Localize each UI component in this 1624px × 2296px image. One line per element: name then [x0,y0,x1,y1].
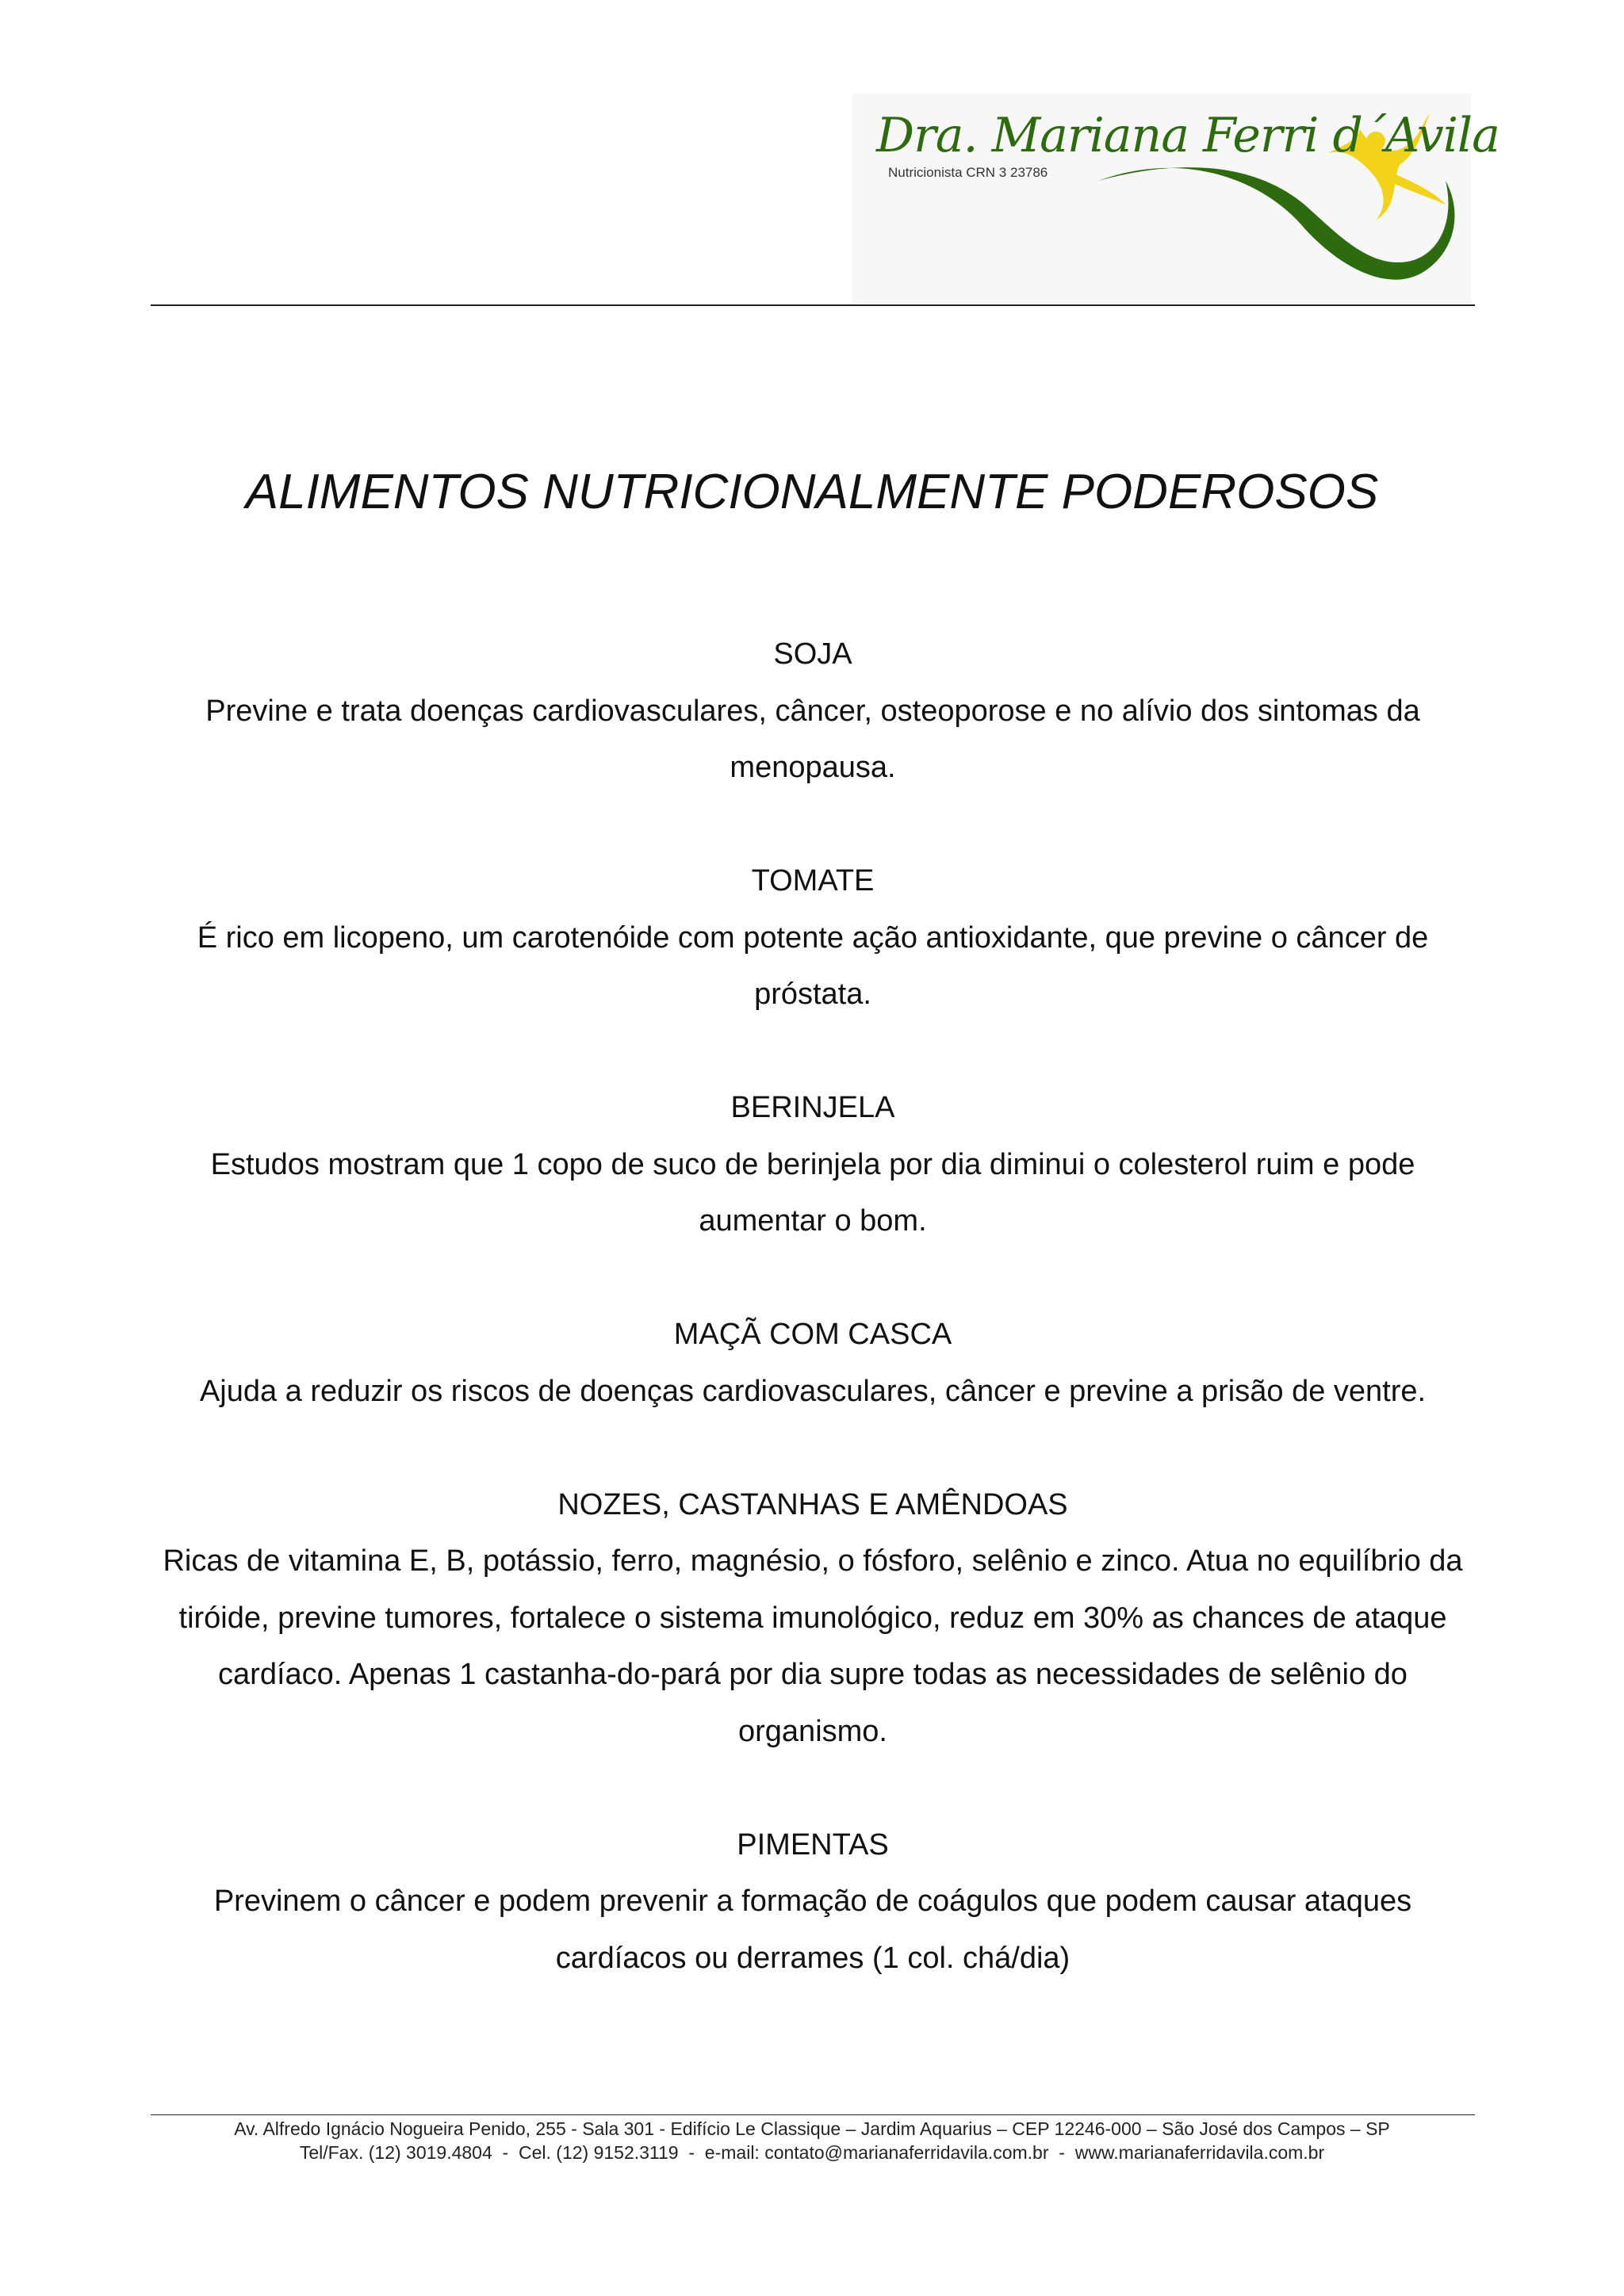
footer-phone-email: Tel/Fax. (12) 3019.4804 - Cel. (12) 9152.3119 - e-mail: contato@marianaferridavila.com.br - www.marianaferridavila.com.br [299,2142,1325,2163]
section-title: BERINJELA [730,1091,895,1124]
section-text: Ajuda a reduzir os riscos de doenças cardiovasculares, câncer e previne a prisão de ventre. [199,1374,1427,1408]
nutritionist-logo [852,94,1500,304]
header-divider [151,304,1475,306]
section-title: MAÇÃ COM CASCA [673,1318,952,1351]
section-title: TOMATE [751,864,875,897]
logo-subtitle: Nutricionista CRN 3 23786 [888,165,1048,180]
section-title: NOZES, CASTANHAS E AMÊNDOAS [557,1487,1068,1521]
section-text: É rico em licopeno, um carotenóide com potente ação antioxidante, que previne o câncer de próstata. [197,920,1429,1011]
logo-name: Dra. Mariana Ferri d´Avila [876,108,1500,163]
section-soja [151,626,1475,797]
section-pimentas [151,1817,1475,1988]
footer-address: Av. Alfredo Ignácio Nogueira Penido, 255 - Sala 301 - Edifício Le Classique – Jardim Aquarius – CEP 12246-000 – São José dos Campos – SP [234,2118,1390,2139]
section-nozes-castanhas [151,1477,1475,1761]
section-title: SOJA [773,637,852,671]
section-title: PIMENTAS [737,1827,889,1862]
section-maca-com-casca [151,1307,1475,1420]
document-title: ALIMENTOS NUTRICIONALMENTE PODEROSOS [245,465,1379,519]
footer-contact [0,2117,1624,2164]
section-text: Ricas de vitamina E, B, potássio, ferro, magnésio, o fósforo, selênio e zinco. Atua no equilíbrio da tiróide, previne tumores, fortalece o sistema imunológico, reduz em 30% as chances de ataque cardíaco. Apenas 1 castanha-do-pará por dia supre todas as necessidades de selênio do organismo. [163,1544,1463,1748]
footer-divider [151,2114,1475,2115]
section-text: Estudos mostram que 1 copo de suco de berinjela por dia diminui o colesterol ruim e pode aumentar o bom. [210,1147,1415,1238]
section-tomate [151,853,1475,1024]
document-body [151,626,1475,2044]
section-text: Previne e trata doenças cardiovasculares, câncer, osteoporose e no alívio dos sintomas da menopausa. [205,694,1420,784]
section-berinjela [151,1080,1475,1250]
section-text: Previnem o câncer e podem prevenir a formação de coágulos que podem causar ataques cardíacos ou derrames (1 col. chá/dia) [213,1885,1412,1975]
